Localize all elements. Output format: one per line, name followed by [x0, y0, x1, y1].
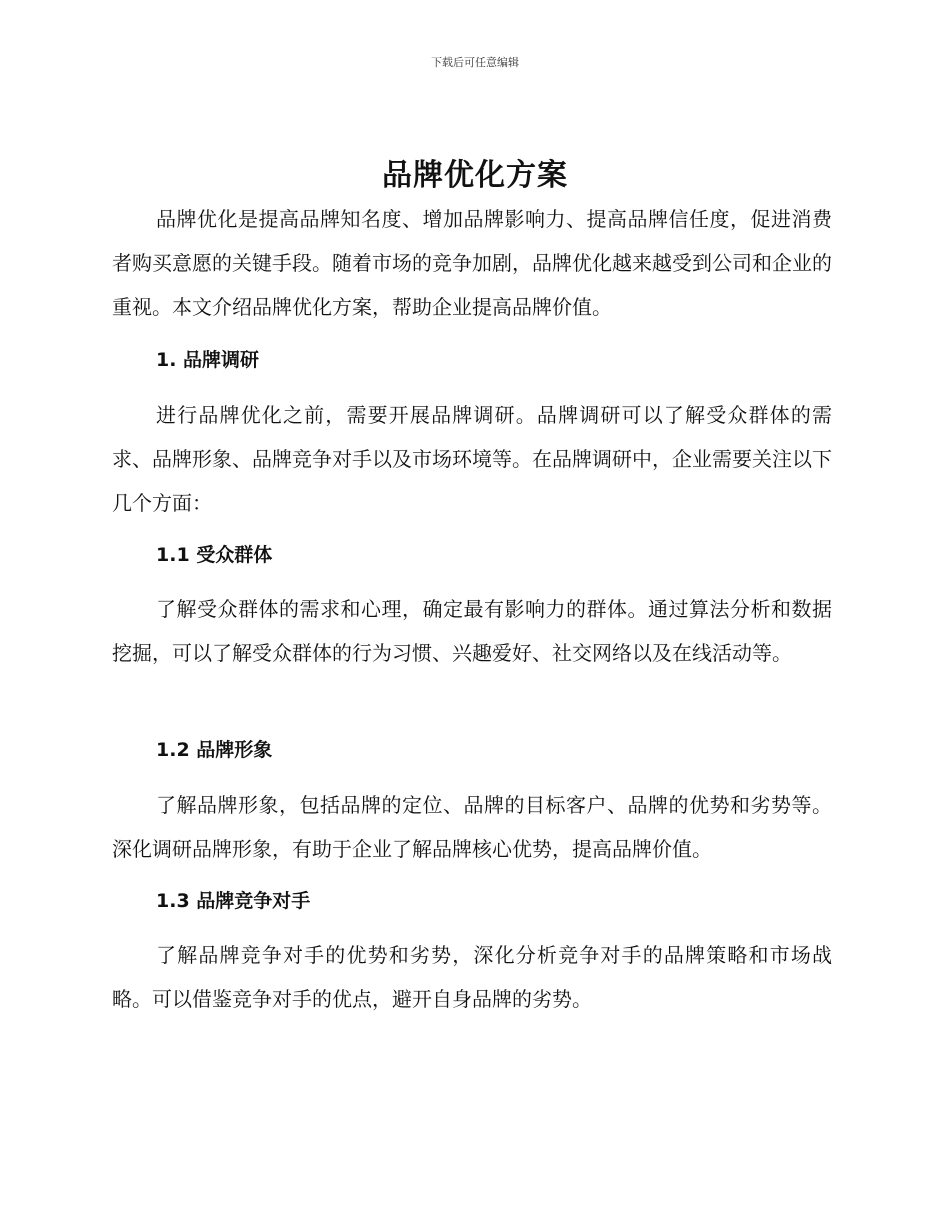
intro-paragraph: 品牌优化是提高品牌知名度、增加品牌影响力、提高品牌信任度，促进消费者购买意愿的关键手段。随着市场的竞争加剧，品牌优化越来越受到公司和企业的重视。本文介绍品牌优化方案，帮助企业提高品牌价值。	[112, 207, 832, 319]
section-heading-audience: 1.1 受众群体	[156, 544, 273, 566]
page-header-note: 下载后可任意编辑	[431, 56, 519, 69]
document-title: 品牌优化方案	[382, 158, 568, 193]
section-paragraph-competitors: 了解品牌竞争对手的优势和劣势，深化分析竞争对手的品牌策略和市场战略。可以借鉴竞争对手的优点，避开自身品牌的劣势。	[112, 943, 832, 1011]
section-heading-brand-research: 1. 品牌调研	[156, 349, 260, 371]
section-heading-brand-image: 1.2 品牌形象	[156, 739, 273, 761]
section-paragraph-brand-research: 进行品牌优化之前，需要开展品牌调研。品牌调研可以了解受众群体的需求、品牌形象、品牌竞争对手以及市场环境等。在品牌调研中，企业需要关注以下几个方面：	[112, 403, 832, 515]
section-heading-competitors: 1.3 品牌竞争对手	[156, 890, 311, 912]
section-paragraph-brand-image: 了解品牌形象，包括品牌的定位、品牌的目标客户、品牌的优势和劣势等。深化调研品牌形象，有助于企业了解品牌核心优势，提高品牌价值。	[112, 793, 832, 861]
section-paragraph-audience: 了解受众群体的需求和心理，确定最有影响力的群体。通过算法分析和数据挖掘，可以了解受众群体的行为习惯、兴趣爱好、社交网络以及在线活动等。	[112, 597, 832, 665]
